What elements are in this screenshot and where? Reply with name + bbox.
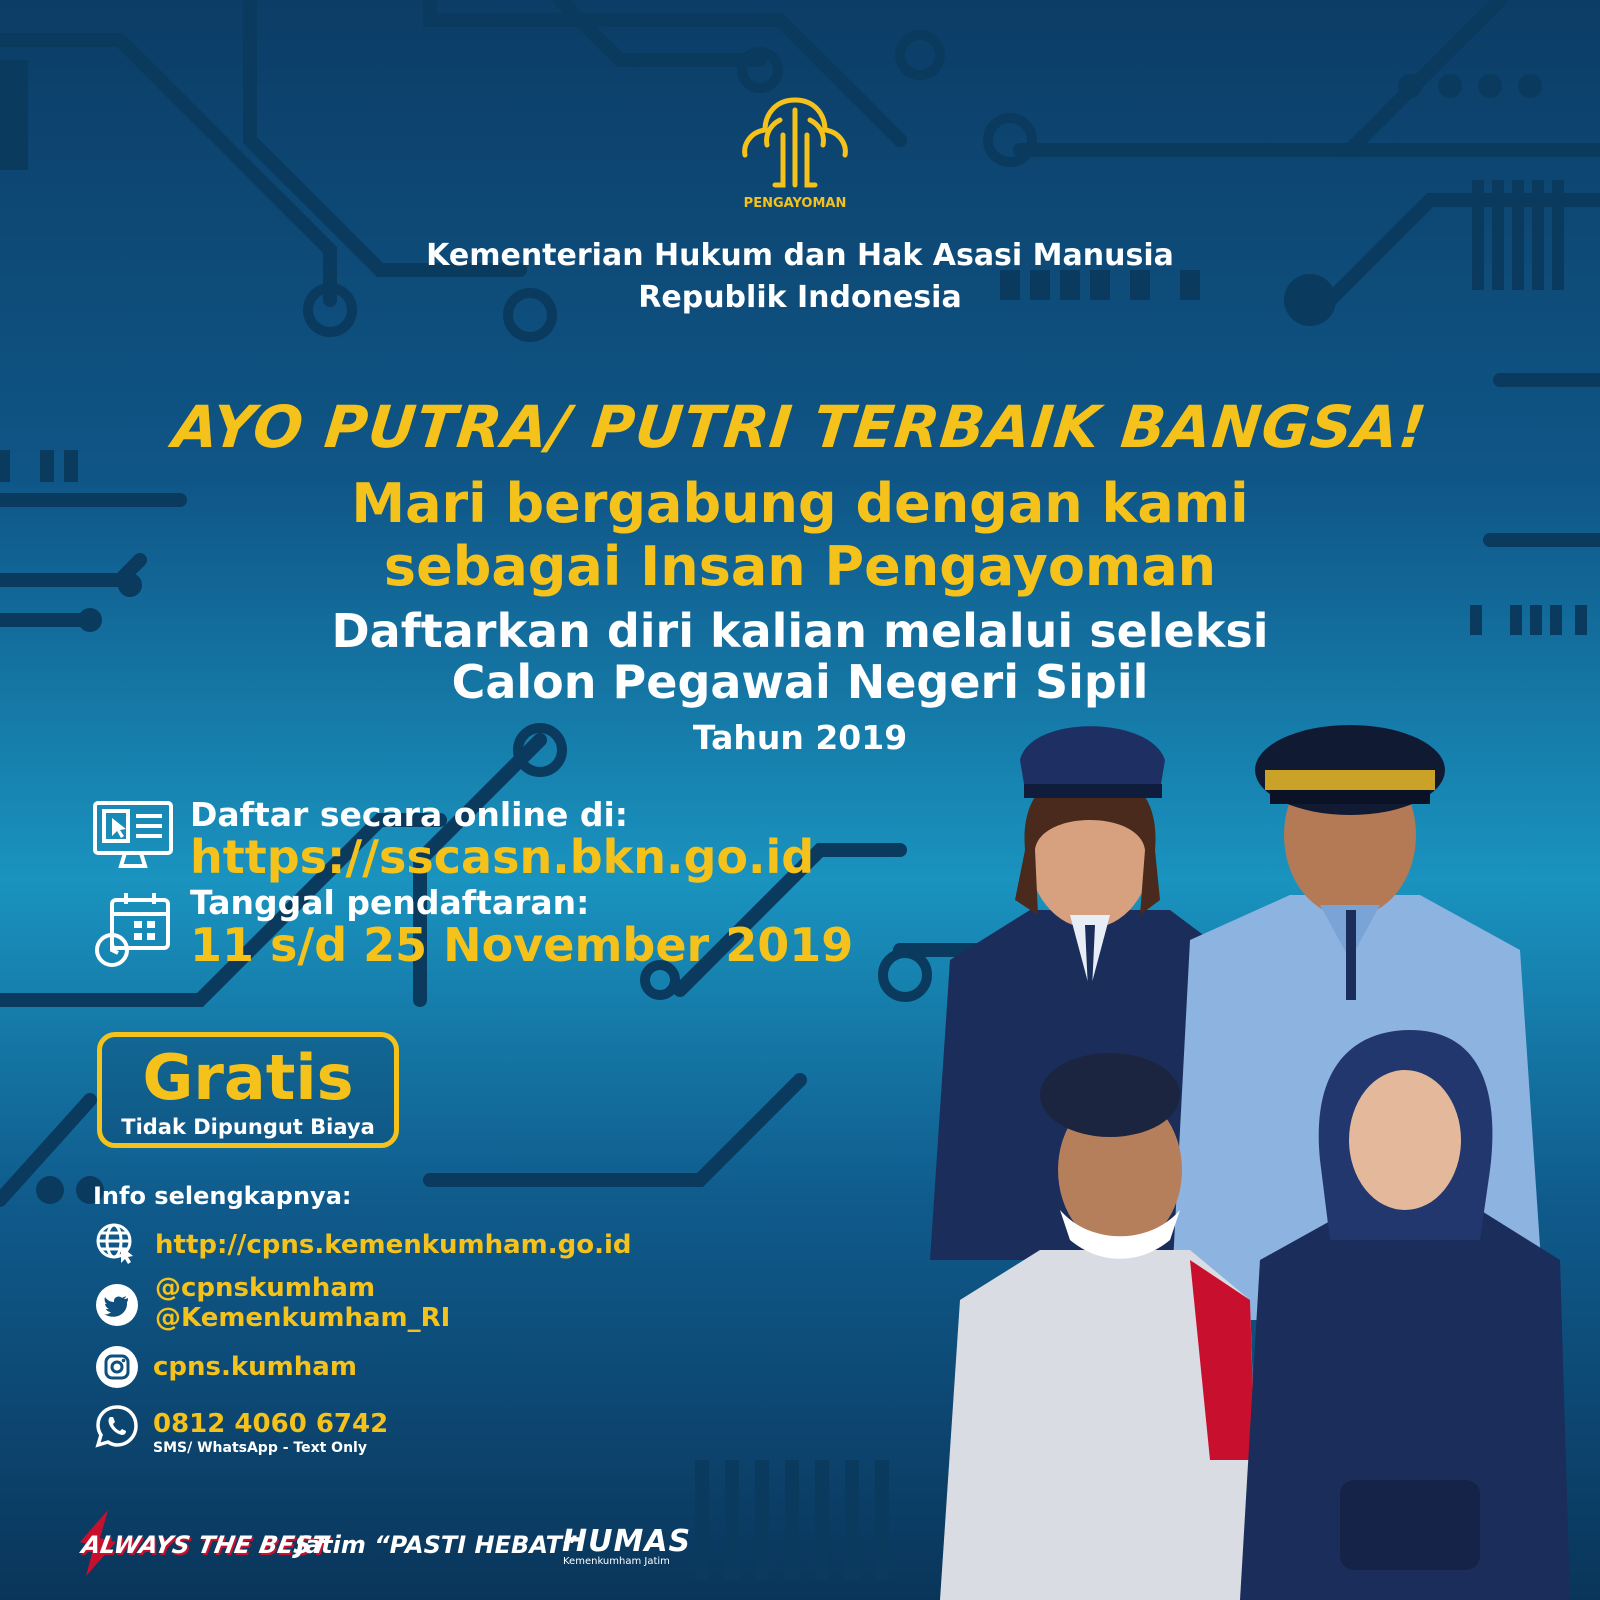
uniformed-officers-photo [920,700,1580,1600]
whatsapp-icon [95,1404,139,1448]
phone-note: SMS/ WhatsApp - Text Only [153,1440,367,1456]
jatim-pasti-hebat-logo: Jatim “PASTI HEBAT” [296,1531,578,1559]
twitter-handle-1[interactable]: @cpnskumham [155,1273,376,1303]
register-line-2: Calon Pegawai Negeri Sipil [451,655,1149,709]
info-title: Info selengkapnya: [93,1182,352,1210]
humas-logo-subtitle: Kemenkumham Jatim [563,1556,670,1567]
register-line-1: Daftarkan diri kalian melalui seleksi [331,604,1269,658]
year-label: Tahun 2019 [692,718,908,757]
phone-number[interactable]: 0812 4060 6742 [153,1409,389,1439]
banyan-tree-emblem-icon [735,90,855,200]
humas-logo: HUMAS [562,1524,692,1559]
instagram-handle[interactable]: cpns.kumham [153,1352,357,1382]
online-register-label: Daftar secara online di: [190,795,628,834]
website-link[interactable]: http://cpns.kemenkumham.go.id [155,1230,632,1260]
globe-icon [95,1222,137,1264]
always-the-best-logo: ALWAYS THE BEST [79,1531,331,1559]
slogan-headline: AYO PUTRA/ PUTRI TERBAIK BANGSA! [169,393,1431,461]
calendar-clock-icon [94,890,174,970]
registration-date-value: 11 s/d 25 November 2019 [190,918,854,972]
instagram-icon [95,1345,139,1389]
ministry-name: Kementerian Hukum dan Hak Asasi Manusia [426,238,1174,273]
free-badge-subtitle: Tidak Dipungut Biaya [121,1115,375,1139]
invite-line-1: Mari bergabung dengan kami [351,472,1249,535]
logo-text: PENGAYOMAN [743,196,847,211]
twitter-icon [95,1283,139,1327]
computer-icon [92,800,174,870]
online-register-link[interactable]: https://sscasn.bkn.go.id [190,830,815,884]
pengayoman-logo [735,90,855,220]
free-badge-title: Gratis [142,1041,354,1114]
registration-date-label: Tanggal pendaftaran: [190,883,590,922]
invite-line-2: sebagai Insan Pengayoman [383,535,1217,598]
twitter-handle-2[interactable]: @Kemenkumham_RI [155,1303,451,1333]
ministry-country: Republik Indonesia [638,280,962,315]
free-badge [97,1032,399,1148]
